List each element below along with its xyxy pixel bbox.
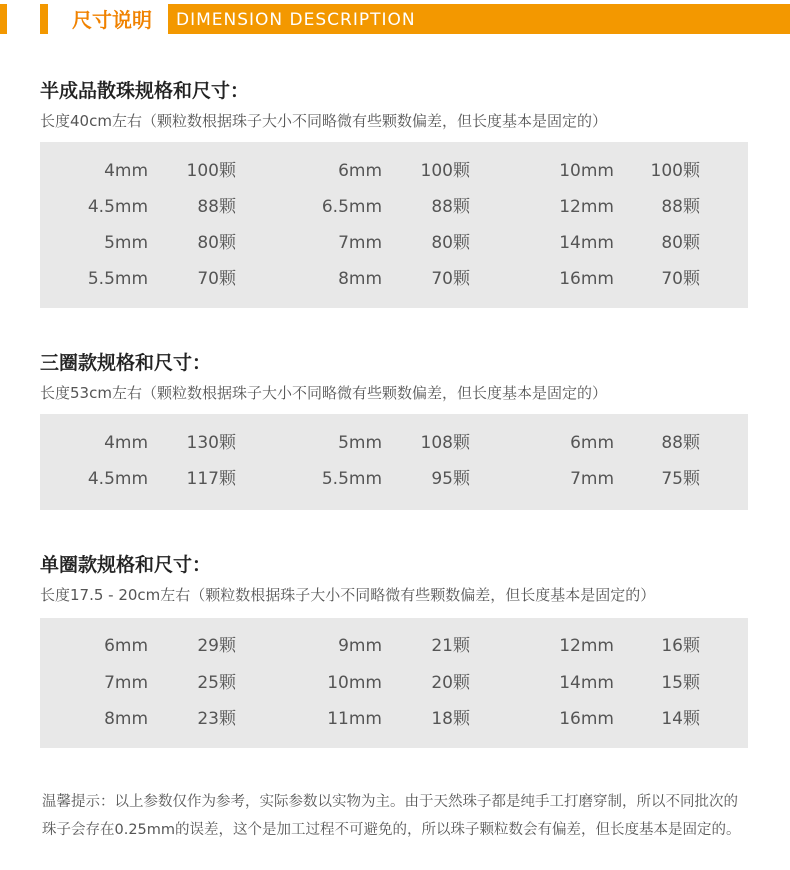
size-cell: 4mm [104,161,148,181]
size-cell: 4.5mm [87,197,148,217]
count-cell: 23颗 [197,709,236,729]
size-cell: 10mm [327,673,382,693]
size-table [40,142,748,308]
notice-text: 温馨提示：以上参数仅作为参考，实际参数以实物为主。由于天然珠子都是纯手工打磨穿制，所以不同批次的珠子会存在0.25mm的误差，这个是加工过程不可避免的，所以珠子颗粒数会有偏差，但长度基本是固定的。 [42,794,741,838]
count-cell: 88颗 [661,197,700,217]
size-cell: 5mm [104,233,148,253]
size-table [40,618,748,748]
header-title-cn: 尺寸说明 [62,0,162,38]
count-cell: 80颗 [661,233,700,253]
count-cell: 15颗 [661,673,700,693]
count-cell: 95颗 [431,469,470,489]
size-cell: 5mm [338,433,382,453]
count-cell: 88颗 [661,433,700,453]
size-cell: 6mm [570,433,614,453]
section-title: 半成品散珠规格和尺寸： [40,80,250,102]
table-row [40,425,748,461]
size-cell: 4mm [104,433,148,453]
count-cell: 20颗 [431,673,470,693]
size-cell: 11mm [327,709,382,729]
size-cell: 5.5mm [87,269,148,289]
size-cell: 4.5mm [87,469,148,489]
count-cell: 16颗 [661,636,700,656]
count-cell: 88颗 [197,197,236,217]
count-cell: 117颗 [186,469,236,489]
count-cell: 25颗 [197,673,236,693]
size-cell: 16mm [559,269,614,289]
count-cell: 100颗 [186,161,236,181]
size-cell: 6mm [104,636,148,656]
count-cell: 88颗 [431,197,470,217]
section-title: 单圈款规格和尺寸： [40,554,212,576]
size-cell: 12mm [559,197,614,217]
table-row [40,461,748,497]
count-cell: 100颗 [650,161,700,181]
count-cell: 70颗 [197,269,236,289]
header-title-en: DIMENSION DESCRIPTION [168,4,790,34]
size-cell: 16mm [559,709,614,729]
count-cell: 80颗 [197,233,236,253]
size-cell: 7mm [104,673,148,693]
size-cell: 8mm [338,269,382,289]
count-cell: 130颗 [186,433,236,453]
table-row [40,701,748,737]
count-cell: 108颗 [420,433,470,453]
size-cell: 6mm [338,161,382,181]
section-note: 长度40cm左右（颗粒数根据珠子大小不同略微有些颗数偏差，但长度基本是固定的） [40,112,607,130]
size-cell: 9mm [338,636,382,656]
count-cell: 100颗 [420,161,470,181]
size-cell: 5.5mm [321,469,382,489]
table-row [40,153,748,189]
count-cell: 29颗 [197,636,236,656]
section-note: 长度53cm左右（颗粒数根据珠子大小不同略微有些颗数偏差，但长度基本是固定的） [40,384,607,402]
table-row [40,189,748,225]
header-tab-decoration [40,4,48,34]
count-cell: 75颗 [661,469,700,489]
size-table [40,414,748,510]
table-row [40,628,748,664]
size-cell: 14mm [559,673,614,693]
table-row [40,225,748,261]
size-cell: 14mm [559,233,614,253]
size-cell: 8mm [104,709,148,729]
table-row [40,261,748,297]
count-cell: 18颗 [431,709,470,729]
table-row [40,665,748,701]
size-cell: 7mm [338,233,382,253]
count-cell: 14颗 [661,709,700,729]
count-cell: 21颗 [431,636,470,656]
section-note: 长度17.5 - 20cm左右（颗粒数根据珠子大小不同略微有些颗数偏差，但长度基本是固定的） [40,586,656,604]
count-cell: 70颗 [661,269,700,289]
size-cell: 10mm [559,161,614,181]
size-cell: 6.5mm [321,197,382,217]
size-cell: 12mm [559,636,614,656]
section-title: 三圈款规格和尺寸： [40,352,212,374]
count-cell: 80颗 [431,233,470,253]
section-header [0,0,790,38]
count-cell: 70颗 [431,269,470,289]
size-cell: 7mm [570,469,614,489]
header-tab-decoration [0,4,7,34]
